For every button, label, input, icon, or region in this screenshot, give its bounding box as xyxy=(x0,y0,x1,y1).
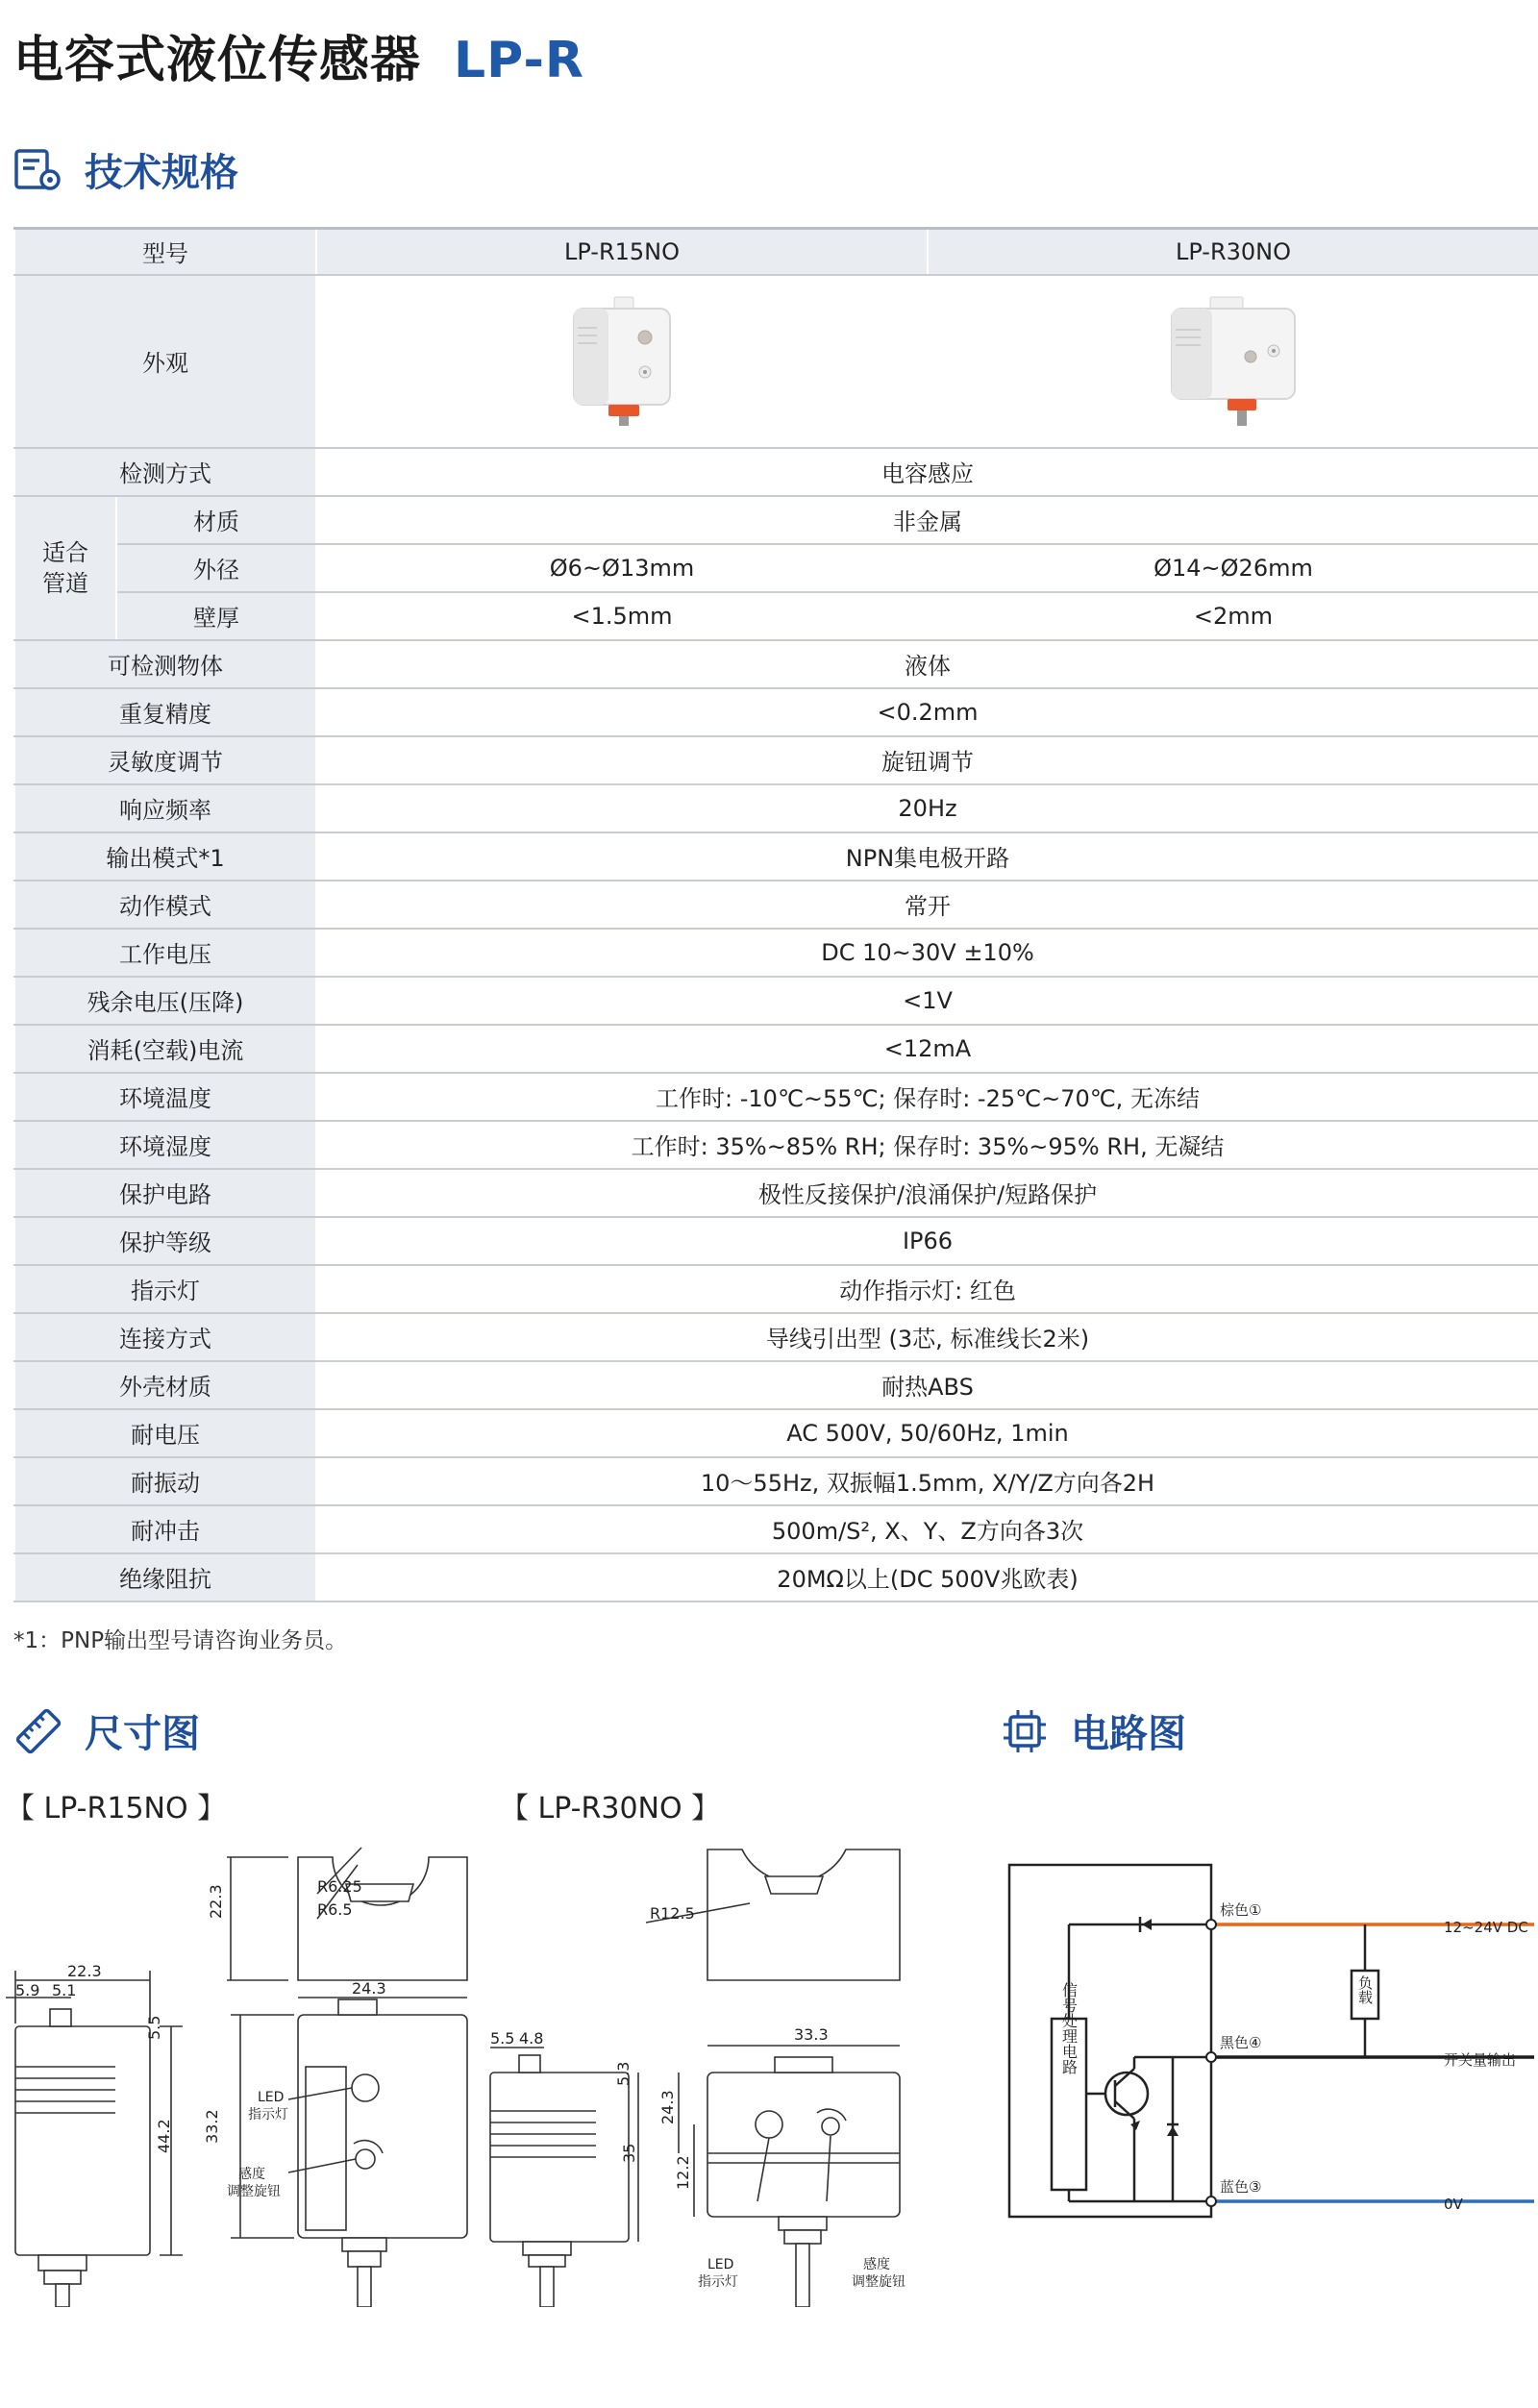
row-label: 连接方式 xyxy=(14,1313,316,1361)
dimension-drawing-lp-r15no xyxy=(0,1826,481,2307)
dim-a-knob-2: 调整旋钮 xyxy=(227,2184,281,2199)
dim-b-knob-2: 调整旋钮 xyxy=(852,2274,905,2290)
row-value: <12mA xyxy=(316,1025,1538,1073)
row-label: 消耗(空载)电流 xyxy=(14,1025,316,1073)
circuit-block-label: 信号处理电路 xyxy=(1059,1982,1079,2074)
circuit-power-label: 12~24V DC xyxy=(1444,1919,1528,1936)
dim-b-knob: 感度 xyxy=(863,2257,890,2272)
section-dimensions-heading xyxy=(13,1703,200,1758)
table-row xyxy=(14,929,1538,977)
table-row xyxy=(14,1073,1538,1121)
table-row xyxy=(14,1409,1538,1457)
dim-a-knob: 感度 xyxy=(238,2167,265,2182)
row-label: 工作电压 xyxy=(14,929,316,977)
dim-a-d2: 5.1 xyxy=(52,1981,77,1999)
dim-b-h-side: 35 xyxy=(620,2143,638,2163)
table-row xyxy=(14,1121,1538,1169)
dim-b-h1: 24.3 xyxy=(658,2090,677,2124)
table-row xyxy=(14,1505,1538,1553)
pipe-wall-label: 壁厚 xyxy=(116,592,316,640)
detect-method-value: 电容感应 xyxy=(316,448,1538,496)
row-label: 环境温度 xyxy=(14,1073,316,1121)
appearance-label: 外观 xyxy=(14,275,316,448)
row-label: 耐电压 xyxy=(14,1409,316,1457)
table-row xyxy=(14,1025,1538,1073)
table-row xyxy=(14,1457,1538,1505)
dimension-model-b: 【 LP-R30NO 】 xyxy=(500,1792,721,1825)
section-circuit-heading xyxy=(1000,1703,1186,1758)
circuit-switch-label: 开关量输出 xyxy=(1444,2051,1517,2069)
appearance-lp-r30no xyxy=(928,275,1538,448)
pipe-material-label: 材质 xyxy=(116,496,316,544)
dim-b-d2: 4.8 xyxy=(519,2029,544,2048)
dim-a-h-front: 33.2 xyxy=(203,2109,221,2144)
appearance-lp-r15no xyxy=(316,275,928,448)
dim-a-r1: R6.25 xyxy=(317,1877,362,1896)
appearance-row xyxy=(14,275,1538,448)
dim-a-h-top: 22.3 xyxy=(207,1884,225,1919)
sensor-photo-small xyxy=(564,291,680,426)
row-label: 动作模式 xyxy=(14,881,316,929)
pipe-material-value: 非金属 xyxy=(316,496,1538,544)
row-value: <1V xyxy=(316,977,1538,1025)
row-value: <0.2mm xyxy=(316,688,1538,736)
chip-icon xyxy=(1000,1706,1050,1756)
table-row xyxy=(14,881,1538,929)
row-label: 指示灯 xyxy=(14,1265,316,1313)
row-value: 工作时: -10℃~55℃; 保存时: -25℃~70℃, 无冻结 xyxy=(316,1073,1538,1121)
table-row xyxy=(14,544,1538,592)
dim-a-w-side: 22.3 xyxy=(67,1962,102,1980)
table-row xyxy=(14,1217,1538,1265)
dim-a-w-front: 24.3 xyxy=(352,1979,386,1998)
dim-b-d1: 5.5 xyxy=(490,2029,515,2048)
pipe-group-label: 适合 管道 xyxy=(14,496,116,640)
dim-a-d3: 5.5 xyxy=(145,2015,163,2040)
row-label: 响应频率 xyxy=(14,784,316,832)
section-circuit-title: 电路图 xyxy=(1071,1712,1186,1756)
dim-b-led-2: 指示灯 xyxy=(698,2274,738,2290)
row-label: 保护等级 xyxy=(14,1217,316,1265)
table-row xyxy=(14,1361,1538,1409)
row-value: 工作时: 35%~85% RH; 保存时: 35%~95% RH, 无凝结 xyxy=(316,1121,1538,1169)
dim-a-led-2: 指示灯 xyxy=(248,2107,288,2123)
row-value: 20Hz xyxy=(316,784,1538,832)
dim-a-led: LED xyxy=(258,2090,285,2105)
dim-a-h-side: 44.2 xyxy=(155,2119,173,2153)
row-value: DC 10~30V ±10% xyxy=(316,929,1538,977)
pipe-diameter-col2: Ø14~Ø26mm xyxy=(928,544,1538,592)
table-row xyxy=(14,688,1538,736)
row-value: 常开 xyxy=(316,881,1538,929)
footnote: *1：PNP输出型号请咨询业务员。 xyxy=(13,1628,348,1653)
page-title xyxy=(13,19,584,91)
row-label: 保护电路 xyxy=(14,1169,316,1217)
pipe-diameter-col1: Ø6~Ø13mm xyxy=(316,544,928,592)
row-value: 旋钮调节 xyxy=(316,736,1538,784)
row-label: 环境湿度 xyxy=(14,1121,316,1169)
dim-b-led: LED xyxy=(707,2257,734,2272)
table-row xyxy=(14,448,1538,496)
header-col2: LP-R30NO xyxy=(928,229,1538,275)
row-label: 可检测物体 xyxy=(14,640,316,688)
dim-b-r1: R12.5 xyxy=(650,1904,695,1923)
row-value: 500m/S², X、Y、Z方向各3次 xyxy=(316,1505,1538,1553)
dimension-model-a: 【 LP-R15NO 】 xyxy=(6,1792,227,1825)
row-label: 重复精度 xyxy=(14,688,316,736)
row-value: 液体 xyxy=(316,640,1538,688)
row-label: 灵敏度调节 xyxy=(14,736,316,784)
table-row xyxy=(14,1265,1538,1313)
dim-b-w-front: 33.3 xyxy=(794,2025,829,2044)
detect-method-label: 检测方式 xyxy=(14,448,316,496)
pipe-wall-col1: <1.5mm xyxy=(316,592,928,640)
row-value: 动作指示灯: 红色 xyxy=(316,1265,1538,1313)
table-row xyxy=(14,496,1538,544)
row-value: 导线引出型 (3芯, 标准线长2米) xyxy=(316,1313,1538,1361)
table-row xyxy=(14,784,1538,832)
dim-b-d3: 5.3 xyxy=(614,2061,633,2086)
row-value: 耐热ABS xyxy=(316,1361,1538,1409)
section-dimensions-title: 尺寸图 xyxy=(85,1712,200,1756)
row-label: 输出模式*1 xyxy=(14,832,316,881)
section-specs-heading xyxy=(13,142,238,197)
dimension-drawing-lp-r30no xyxy=(481,1826,923,2307)
table-row xyxy=(14,1313,1538,1361)
table-header-row xyxy=(14,229,1538,275)
table-row xyxy=(14,736,1538,784)
row-value: 10～55Hz, 双振幅1.5mm, X/Y/Z方向各2H xyxy=(316,1457,1538,1505)
circuit-black-label: 黑色④ xyxy=(1220,2034,1262,2051)
circuit-zero-label: 0V xyxy=(1444,2196,1463,2213)
title-model: LP-R xyxy=(454,32,584,89)
row-label: 绝缘阻抗 xyxy=(14,1553,316,1601)
dim-a-d1: 5.9 xyxy=(15,1981,40,1999)
circuit-brown-label: 棕色① xyxy=(1220,1901,1262,1919)
circuit-diagram xyxy=(1000,1855,1538,2259)
spec-sheet-icon xyxy=(13,147,63,193)
row-label: 耐振动 xyxy=(14,1457,316,1505)
circuit-load-label: 负载 xyxy=(1356,1975,1374,2004)
ruler-icon xyxy=(13,1706,63,1756)
pipe-diameter-label: 外径 xyxy=(116,544,316,592)
table-row xyxy=(14,832,1538,881)
table-row xyxy=(14,1169,1538,1217)
row-value: 极性反接保护/浪涌保护/短路保护 xyxy=(316,1169,1538,1217)
section-specs-title: 技术规格 xyxy=(85,151,238,195)
table-row xyxy=(14,592,1538,640)
row-label: 残余电压(压降) xyxy=(14,977,316,1025)
dim-b-h2: 12.2 xyxy=(674,2155,692,2190)
dim-a-r2: R6.5 xyxy=(317,1900,353,1919)
header-col1: LP-R15NO xyxy=(316,229,928,275)
table-row xyxy=(14,640,1538,688)
spec-table xyxy=(13,227,1538,1602)
pipe-wall-col2: <2mm xyxy=(928,592,1538,640)
sensor-photo-large xyxy=(1166,291,1301,426)
row-label: 耐冲击 xyxy=(14,1505,316,1553)
header-label: 型号 xyxy=(14,229,316,275)
row-label: 外壳材质 xyxy=(14,1361,316,1409)
row-value: AC 500V, 50/60Hz, 1min xyxy=(316,1409,1538,1457)
row-value: 20MΩ以上(DC 500V兆欧表) xyxy=(316,1553,1538,1601)
row-value: NPN集电极开路 xyxy=(316,832,1538,881)
circuit-blue-label: 蓝色③ xyxy=(1220,2178,1262,2196)
title-main: 电容式液位传感器 xyxy=(13,32,422,89)
table-row xyxy=(14,1553,1538,1601)
table-row xyxy=(14,977,1538,1025)
row-value: IP66 xyxy=(316,1217,1538,1265)
